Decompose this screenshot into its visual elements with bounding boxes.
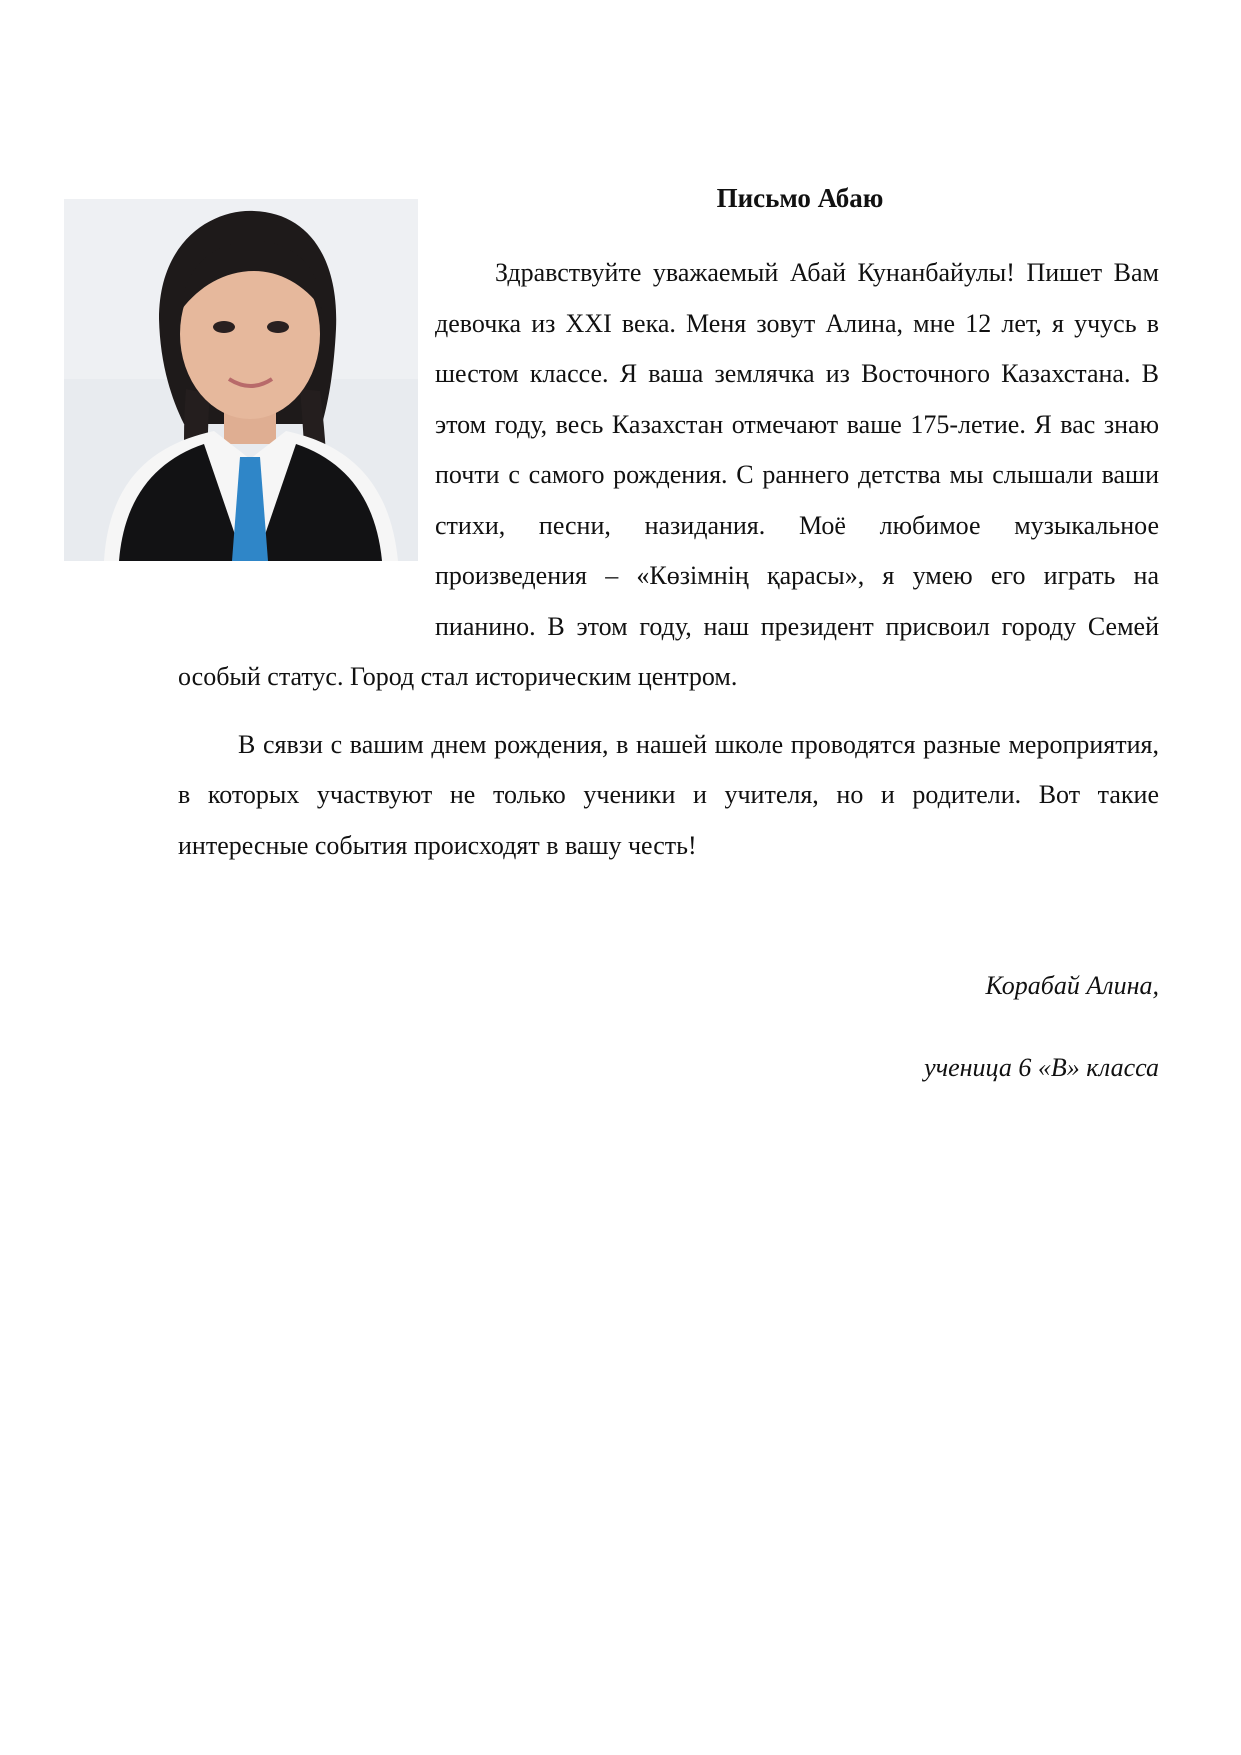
letter-paragraph-2: В сявзи с вашим днем рождения, в нашей школе проводятся разные мероприятия, в которых участвуют не только ученики и учителя, но и родители. Вот такие интересные события происходят в вашу честь! (178, 729, 1159, 860)
signature-name: Корабай Алина, (985, 971, 1159, 1000)
letter-paragraph-1: Здравствуйте уважаемый Абай Кунанбайулы! Пишет Вам девочка из XXI века. Меня зовут Алина, мне 12 лет, я учусь в шестом классе. Я ваша землячка из Восточного Казахстана. В этом году, весь Казахстан отмечают ваше 175-летие. Я вас знаю почти с самого рождения. С раннего детства мы слышали ваши стихи, песни, назидания. Моё любимое музыкальное произведения – «Көзімнің қарасы», я умею его играть на пианино. В этом году, наш президент присвоил городу Семей особый статус. Город стал историческим центром. (178, 258, 1159, 691)
signature-block (924, 968, 1159, 1086)
letter-title: Письмо Абаю (716, 183, 884, 213)
photo-wrap-spacer (178, 248, 435, 614)
letter-body (178, 248, 1159, 871)
signature-class-info: ученица 6 «В» класса (924, 1053, 1159, 1082)
